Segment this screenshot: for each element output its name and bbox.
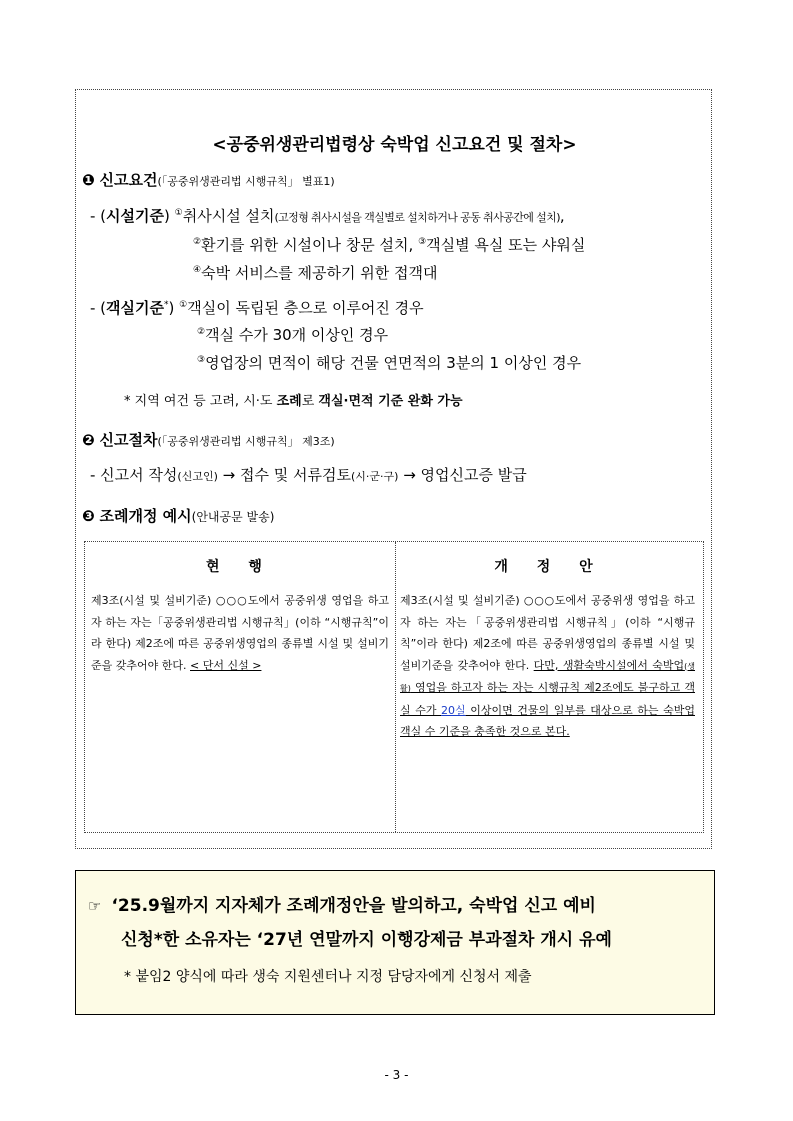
facility-line-1: - (시설기준) ①취사시설 설치(고정형 취사시설을 객실별로 설치하거나 공동 취사공간에 설치), <box>90 207 565 225</box>
current-text: 제3조(시설 및 설비기준) ○○○도에서 공중위생 영업을 하고자 하는 자는「공중위생관리법 시행규칙」(이하 “시행규칙”이라 한다) 제2조에 따른 공중위생영업의 종류별 시설 및 설비기준을 갖추어야 한다. < 단서 신설 > <box>91 594 389 672</box>
section-2-title: 신고절차 <box>99 431 158 449</box>
current-column <box>85 542 396 832</box>
section-3-title: 조례개정 예시 <box>99 507 192 525</box>
section-1-title: 신고요건 <box>99 171 158 189</box>
new-proviso-marker: < 단서 신설 > <box>190 658 262 672</box>
callout-line-1: ☞ ‘25.9월까지 지자체가 조례개정안을 발의하고, 숙박업 신고 예비 <box>88 896 596 916</box>
room-line-1: - (객실기준*) ①객실이 독립된 층으로 이루어진 경우 <box>90 299 424 317</box>
section-2-heading <box>82 429 335 450</box>
page-number: - 3 - <box>384 1068 409 1082</box>
room-line-3: ③영업장의 면적이 해당 건물 연면적의 3분의 1 이상인 경우 <box>197 354 582 372</box>
section-3-ref: (안내공문 발송) <box>191 510 275 524</box>
page-title: <공중위생관리법령상 숙박업 신고요건 및 절차> <box>212 135 577 155</box>
amendment-text: 제3조(시설 및 설비기준) ○○○도에서 공중위생 영업을 하고자 하는 자는「공중위생관리법 시행규칙」(이하 “시행규칙”이라 한다) 제2조에 따른 공중위생영업의 종류별 시설 및 설비기준을 갖추어야 한다. 다만, 생활숙박시설에서 숙박업(생활) 영업을 하고자 하는 자는 시행규칙 제2조에도 불구하고 객실 수가 20실 이상이면 건물의 일부를 대상으로 하는 숙박업 객실 수 기준을 충족한 것으로 본다. <box>400 594 695 738</box>
notice-callout <box>75 870 715 1015</box>
current-header: 현 행 <box>206 559 274 575</box>
amendment-header: 개 정 안 <box>494 559 605 575</box>
circled-one-icon: ❶ <box>82 171 95 189</box>
facility-line-2: ②환기를 위한 시설이나 창문 설치, ③객실별 욕실 또는 샤워실 <box>193 236 586 254</box>
callout-footnote: * 붙임2 양식에 따라 생숙 지원센터나 지정 담당자에게 신청서 제출 <box>124 969 532 985</box>
callout-line-2: 신청*한 소유자는 ‘27년 연말까지 이행강제금 부과절차 개시 유예 <box>121 930 612 950</box>
section-3-heading <box>82 505 274 526</box>
room-count-highlight: 20실 <box>441 703 466 717</box>
circled-two-icon: ❷ <box>82 431 95 449</box>
facility-label: 시설기준 <box>106 207 165 225</box>
section-1-heading <box>82 169 335 190</box>
section-1-ref: (「공중위생관리법 시행규칙」 별표1) <box>157 175 335 188</box>
comparison-table <box>84 541 704 833</box>
facility-line-3: ④숙박 서비스를 제공하기 위한 접객대 <box>193 264 438 282</box>
procedure-line: - 신고서 작성(신고인) → 접수 및 서류검토(시·군·구) → 영업신고증 발급 <box>90 466 527 484</box>
section-2-ref: (「공중위생관리법 시행규칙」 제3조) <box>157 435 335 448</box>
amendment-column <box>396 542 703 832</box>
pointing-hand-icon: ☞ <box>88 897 102 915</box>
circled-three-icon: ❸ <box>82 507 95 525</box>
room-criteria-note: * 지역 여건 등 고려, 시·도 조례로 객실·면적 기준 완화 가능 <box>124 394 463 409</box>
room-label: 객실기준 <box>106 299 165 317</box>
room-line-2: ②객실 수가 30개 이상인 경우 <box>197 326 389 344</box>
